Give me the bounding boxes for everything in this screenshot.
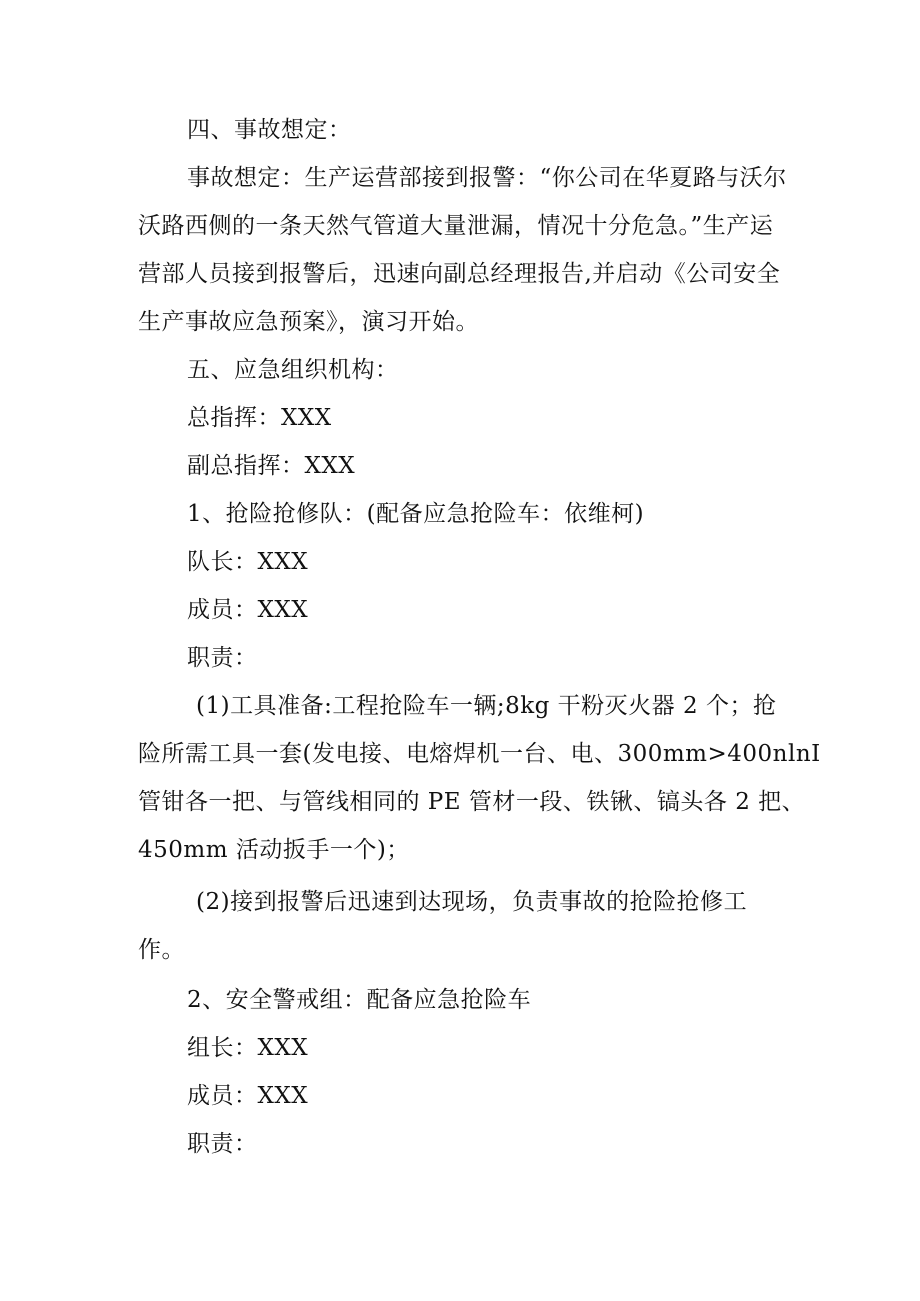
rescue-team-heading: 1、抢险抢修队：(配备应急抢险车：依维柯) <box>187 501 645 527</box>
paragraph-line: 营部人员接到报警后，迅速向副总经理报告,并启动《公司安全 <box>138 261 781 287</box>
group-leader-line: 组长：XXX <box>187 1035 309 1061</box>
commander-line: 总指挥：XXX <box>187 405 332 431</box>
paragraph-line: 事故想定：生产运营部接到报警：“你公司在华夏路与沃尔 <box>187 165 787 191</box>
duty-item-line: 作。 <box>138 937 185 963</box>
paragraph-line: 生产事故应急预案》，演习开始。 <box>138 309 479 335</box>
duty-item-line: 管钳各一把、与管线相同的 PE 管材一段、铁锹、镐头各 2 把、 <box>138 789 806 815</box>
duties-label: 职责： <box>187 1131 258 1157</box>
duty-item-line: (2)接到报警后迅速到达现场，负责事故的抢险抢修工 <box>196 889 748 915</box>
deputy-commander-line: 副总指挥：XXX <box>187 453 356 479</box>
team-leader-line: 队长：XXX <box>187 549 309 575</box>
duty-item-line: 450mm 活动扳手一个)； <box>138 837 410 863</box>
paragraph-line: 沃路西侧的一条天然气管道大量泄漏，情况十分危急。”生产运 <box>138 213 774 239</box>
section-heading-accident-scenario: 四、事故想定： <box>187 117 352 143</box>
duty-item-line: (1)工具准备:工程抢险车一辆;8kg 干粉灭火器 2 个；抢 <box>196 693 777 719</box>
duties-label: 职责： <box>187 645 258 671</box>
group-members-line: 成员：XXX <box>187 1083 309 1109</box>
duty-item-line: 险所需工具一套(发电接、电熔焊机一台、电、300mm>400nlnI <box>138 741 821 767</box>
security-team-heading: 2、安全警戒组：配备应急抢险车 <box>187 987 532 1013</box>
section-heading-emergency-organization: 五、应急组织机构： <box>187 357 399 383</box>
team-members-line: 成员：XXX <box>187 597 309 623</box>
